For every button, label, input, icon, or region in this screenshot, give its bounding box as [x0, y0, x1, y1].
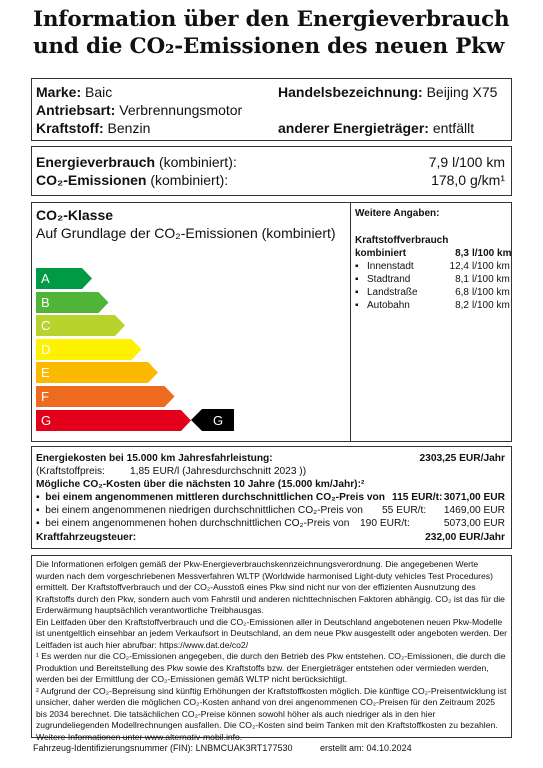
co2-emissions-value: 178,0 g/km¹ [431, 172, 505, 188]
drive-row [36, 101, 242, 119]
model-label: Handelsbezeichnung: [278, 84, 423, 100]
energy-costs-value: 2303,25 EUR/Jahr [419, 453, 505, 464]
bullet-icon: ▪ [355, 287, 359, 298]
info-paragraph-1: Die Informationen erfolgen gemäß der Pkw-Energieverbrauchskennzeichnungsverordnung. Die angegebenen Werte wurden nach dem vorgeschriebenen Messverfahren WLTP (Worldwide harmonised Light-duty vehicles Test Procedures) ermittelt. Der Kraftstoffverbrauch und der CO₂-Ausstoß eines Pkw sind nicht nur von der effizienten Ausnutzung des Kraftstoffs durch den Pkw, sondern auch vom Fahrstil und anderen nichttechnischen Faktoren abhängig. CO₂ ist das für die Erderwärmung hauptsächlich verantwortliche Treibhausgas. [36, 559, 505, 615]
consumption-row-value: 12,4 [449, 261, 469, 272]
fin-value: LNBMCUAK3RT177530 [195, 743, 293, 753]
co2-emissions-sub: (kombiniert): [150, 172, 229, 188]
co2-class-letter: C [41, 318, 51, 334]
co2-class-bar-c [36, 315, 126, 336]
consumption-row-value: 6,8 [455, 287, 469, 298]
title-line-1: Information über den Energieverbrauch [33, 7, 510, 32]
co2-class-letter: B [41, 294, 50, 310]
mid-price-row: ▪ bei einem angenommenen mittleren durchschnittlichen CO₂-Preis von [36, 492, 385, 503]
co2-class-bar-f [36, 386, 176, 407]
co2-class-bar-b [36, 292, 110, 313]
co2-class-title: CO₂-Klasse [36, 207, 114, 223]
co2-class-letter: A [41, 271, 50, 286]
co2-class-letter: F [41, 389, 49, 404]
co2-class-bar-shape [36, 410, 191, 431]
created-label: erstellt am: [320, 743, 365, 753]
vehicle-tax-label: Kraftfahrzeugsteuer: [36, 532, 137, 543]
fuel-label: Kraftstoff: [36, 120, 104, 136]
bullet-icon: ▪ [355, 274, 359, 285]
created-value: 04.10.2024 [366, 743, 412, 753]
co2-class-subtitle: Auf Grundlage der CO₂-Emissionen (kombiniert) [36, 225, 336, 241]
current-class-letter: G [212, 413, 224, 428]
high-price-label: bei einem angenommenen hohen durchschnittlichen CO₂-Preis von [45, 518, 350, 529]
other-energy-label: anderer Energieträger: [278, 120, 429, 136]
other-energy-value: entfällt [432, 120, 475, 136]
page-title [33, 6, 523, 60]
fin-row [33, 743, 292, 753]
consumption-row-value: 8,2 [455, 300, 469, 311]
info-footnote-2: ² Aufgrund der CO₂-Bepreisung sind künftig Erhöhungen der Kraftstoffkosten möglich. Die künftige CO₂-Preisentwicklung ist unsicher, daher werden die möglichen CO₂-Kosten anhand von drei angenommenen CO₂-Preisen für den Zeitraum 2025 bis 2034 berechnet. Die tatsächlichen CO₂-Preise können sowohl höher als auch niedriger als in den hier zugrundeliegenden Modellrechnungen ausfallen. Die CO₂-Kosten sind beim Tanken mit den Kraftstoffkosten zu bezahlen. Weitere Informationen unter www.alternativ-mobil.info. [36, 685, 507, 742]
drive-value: Verbrennungsmotor [119, 102, 243, 118]
title-line-2: und die CO₂-Emissionen des neuen Pkw [33, 34, 505, 59]
brand-label: Marke: [36, 84, 82, 100]
consumption-row-value: 8,1 [455, 274, 469, 285]
combined-value: 8,3 [455, 248, 469, 259]
drive-label: Antriebsart: [36, 102, 116, 118]
fuel-consumption-heading: Kraftstoffverbrauch [355, 235, 449, 246]
low-price-label: bei einem angenommenen niedrigen durchschnittlichen CO₂-Preis von [45, 505, 363, 516]
other-energy-row [278, 119, 474, 137]
co2-class-bar-shape [36, 362, 158, 383]
mid-price-rate: 115 EUR/t: [392, 492, 443, 503]
brand-row [36, 83, 112, 101]
co2-class-letter: D [41, 341, 51, 357]
fin-label: Fahrzeug-Identifizierungsnummer (FIN): [33, 743, 194, 753]
high-price-row: ▪ bei einem angenommenen hohen durchschnittlichen CO₂-Preis von [36, 518, 350, 529]
co2-emissions-label: CO₂-Emissionen [36, 172, 147, 188]
co2-class-bar-shape [36, 339, 142, 360]
consumption-row-label: Innenstadt [367, 261, 414, 272]
vehicle-tax-value: 232,00 EUR/Jahr [425, 532, 505, 543]
info-paragraph-2: Ein Leitfaden über den Kraftstoffverbrauch und die CO₂-Emissionen aller in Deutschland angebotenen neuen Pkw-Modelle ist unentgeltlich einsehbar an jedem Verkaufsort in Deutschland, an dem neue Pkw ausgestellt oder angeboten werden. Der Leitfaden ist auch hier abrufbar: https://www.dat.de/co2/ [36, 616, 508, 650]
current-class-marker [191, 409, 234, 431]
co2-class-bar-e [36, 362, 159, 383]
fuel-row [36, 119, 150, 137]
energy-consumption-value: 7,9 l/100 km [428, 154, 505, 170]
co2-class-bar-g [36, 410, 192, 431]
co2-emissions-row [36, 171, 228, 189]
energy-costs-label: Energiekosten bei 15.000 km Jahresfahrleistung: [36, 453, 273, 464]
consumption-row-unit: l/100 km [472, 274, 510, 285]
fuel-value: Benzin [107, 120, 151, 136]
consumption-row-label: Autobahn [367, 300, 410, 311]
consumption-row-label: Landstraße [367, 287, 418, 298]
energy-consumption-row [36, 153, 237, 171]
info-footnote-1: ¹ Es werden nur die CO₂-Emissionen angegeben, die durch den Betrieb des Pkw entstehen. CO₂-Emissionen, die durch die Produktion und Bereitstellung des Pkw sowie des Kraftstoffs bzw. der Energieträger entstehen oder vermieden werden, werden bei der Ermittlung der CO₂-Emissionen gemäß WLTP nicht berücksichtigt. [36, 651, 506, 684]
co2-class-bar-d [36, 339, 143, 360]
consumption-row-unit: l/100 km [472, 287, 510, 298]
further-info-title: Weitere Angaben: [355, 208, 440, 219]
low-price-row: ▪ bei einem angenommenen niedrigen durchschnittlichen CO₂-Preis von [36, 505, 363, 516]
energy-consumption-sub: (kombiniert): [158, 154, 237, 170]
low-price-rate: 55 EUR/t: [382, 505, 427, 516]
legal-info-text [36, 559, 508, 743]
co2-class-letter: G [41, 412, 52, 428]
co2-class-divider [350, 202, 351, 442]
model-value: Beijing X75 [426, 84, 498, 100]
created-row [320, 743, 412, 753]
consumption-row-unit: l/100 km [472, 300, 510, 311]
combined-label: kombiniert [355, 248, 407, 259]
energy-consumption-label: Energieverbrauch [36, 154, 156, 170]
consumption-row-unit: l/100 km [472, 261, 510, 272]
consumption-row-label: Stadtrand [367, 274, 411, 285]
fuel-price-value: 1,85 EUR/l (Jahresdurchschnitt 2023 )) [130, 466, 307, 477]
model-row [278, 83, 497, 101]
brand-value: Baic [85, 84, 113, 100]
mid-price-value: 3071,00 EUR [443, 492, 505, 503]
combined-unit: l/100 km [472, 248, 512, 259]
mid-price-label: bei einem angenommenen mittleren durchschnittlichen CO₂-Preis von [45, 492, 385, 503]
fuel-price-label: (Kraftstoffpreis: [36, 466, 105, 477]
co2-costs-label: Mögliche CO₂-Kosten über die nächsten 10 Jahre (15.000 km/Jahr):² [36, 479, 365, 490]
co2-class-bar-a [36, 268, 93, 289]
bullet-icon: ▪ [355, 261, 359, 272]
co2-class-bar-shape [36, 386, 175, 407]
low-price-value: 1469,00 EUR [443, 505, 505, 516]
high-price-rate: 190 EUR/t: [360, 518, 410, 529]
co2-class-letter: E [41, 365, 50, 381]
high-price-value: 5073,00 EUR [443, 518, 505, 529]
bullet-icon: ▪ [355, 300, 359, 311]
